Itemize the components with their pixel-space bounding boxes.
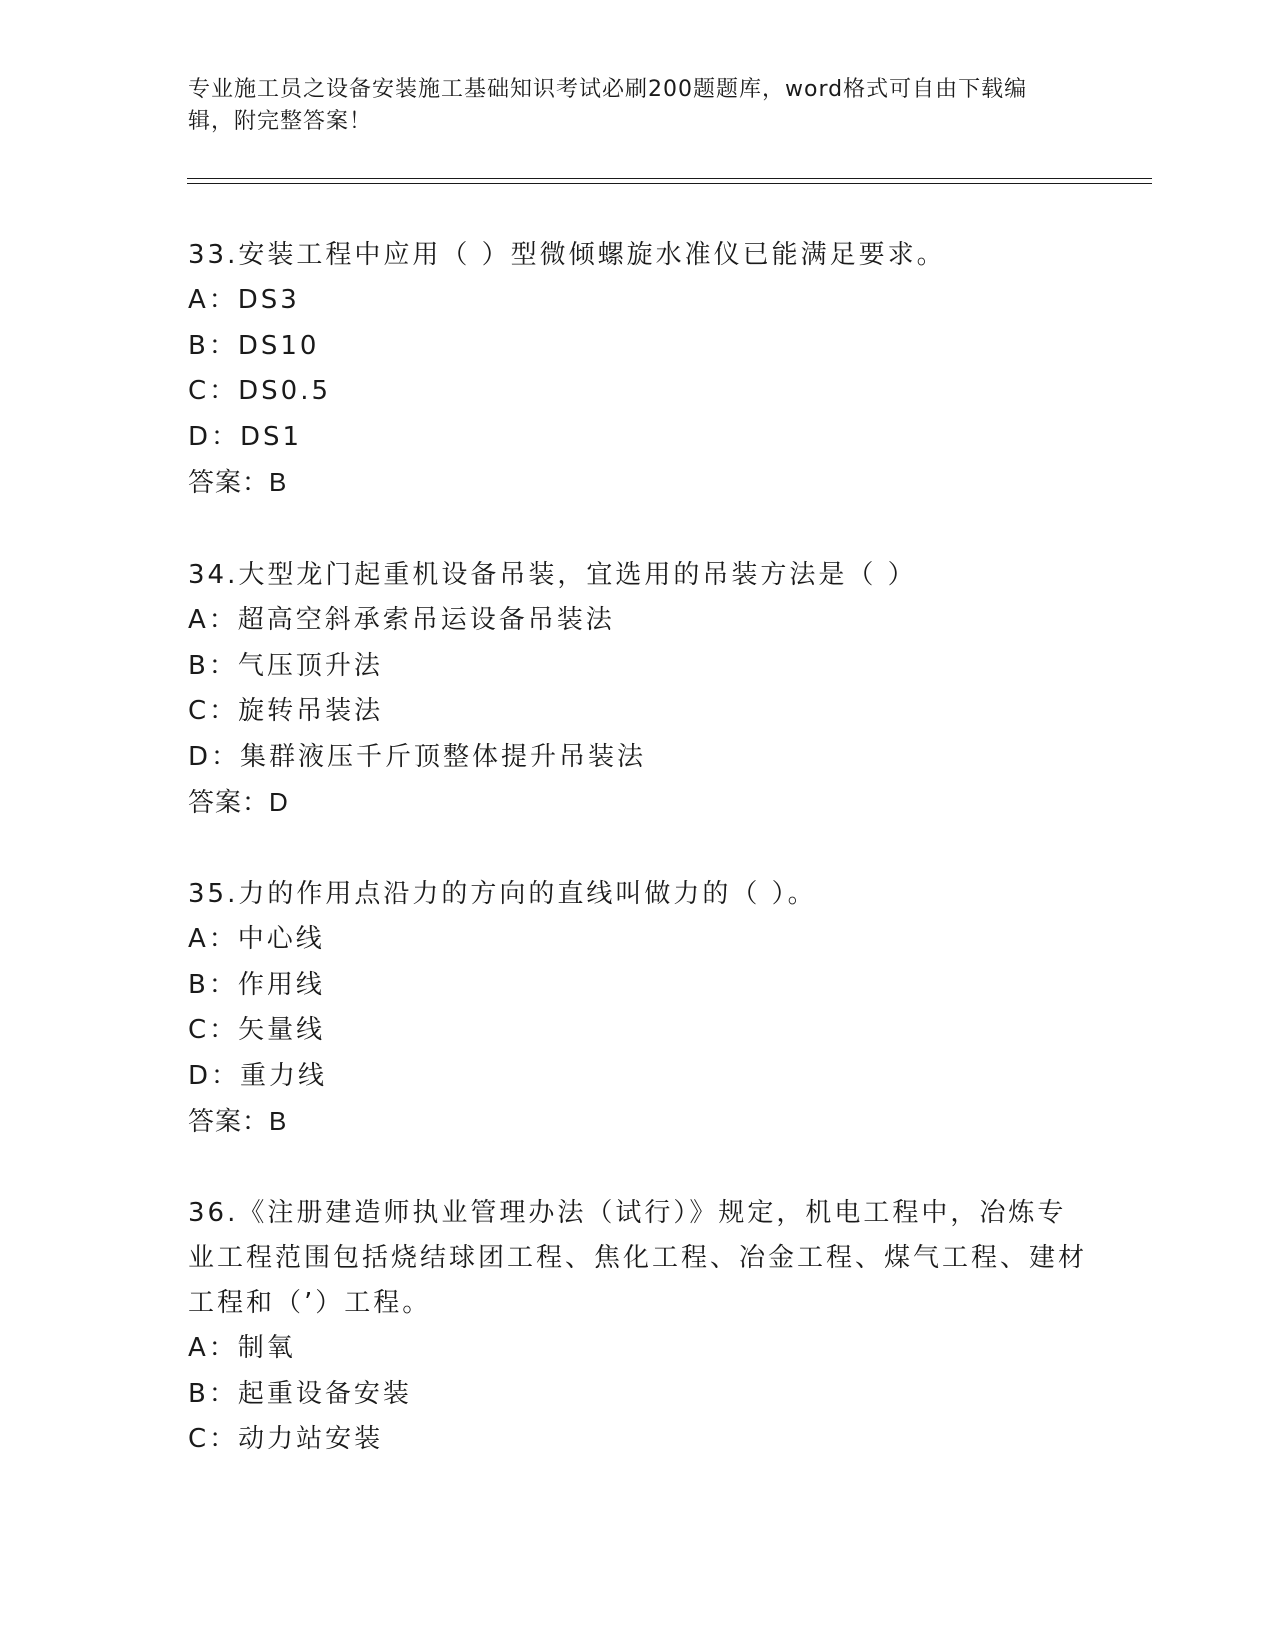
option-a: A：超高空斜承索吊运设备吊装法: [188, 605, 615, 635]
option-d: D：重力线: [188, 1060, 328, 1091]
header-divider-bottom: [187, 183, 1152, 184]
option-d: D：集群液压千斤顶整体提升吊装法: [188, 741, 647, 772]
option-c: C：旋转吊装法: [188, 696, 384, 726]
option-c: C：动力站安装: [188, 1424, 384, 1454]
option-c: C：DS0.5: [188, 376, 332, 406]
question-stem: 36.《注册建造师执业管理办法（试行）》规定，机电工程中，冶炼专业工程范围包括烧结球团工程、焦化工程、冶金工程、煤气工程、建材工程和（’）工程。: [188, 1198, 1088, 1318]
option-b: B：起重设备安装: [188, 1378, 412, 1409]
header-divider-top: [187, 178, 1152, 179]
option-a: A：DS3: [188, 285, 300, 315]
question-35: [188, 872, 1088, 1144]
answer: 答案：B: [188, 1106, 288, 1136]
option-b: B：作用线: [188, 969, 325, 1000]
document-title: 专业施工员之设备安装施工基础知识考试必刷200题题库，word格式可自由下载编辑，附完整答案！: [188, 77, 1028, 134]
answer: 答案：B: [188, 467, 288, 497]
question-stem: 34.大型龙门起重机设备吊装，宜选用的吊装方法是（ ）: [188, 560, 917, 590]
answer: 答案：D: [188, 787, 289, 817]
question-stem: 35.力的作用点沿力的方向的直线叫做力的（ ）。: [188, 879, 817, 909]
option-b: B：DS10: [188, 330, 320, 361]
question-33: [188, 233, 1088, 505]
question-36: [188, 1191, 1088, 1463]
option-d: D：DS1: [188, 421, 303, 452]
question-34: [188, 553, 1088, 825]
question-stem: 33.安装工程中应用（ ）型微倾螺旋水准仪已能满足要求。: [188, 240, 946, 270]
option-b: B：气压顶升法: [188, 650, 383, 681]
option-a: A：制氧: [188, 1333, 296, 1363]
option-c: C：矢量线: [188, 1015, 326, 1045]
option-a: A：中心线: [188, 924, 325, 954]
document-header: [188, 74, 1068, 138]
